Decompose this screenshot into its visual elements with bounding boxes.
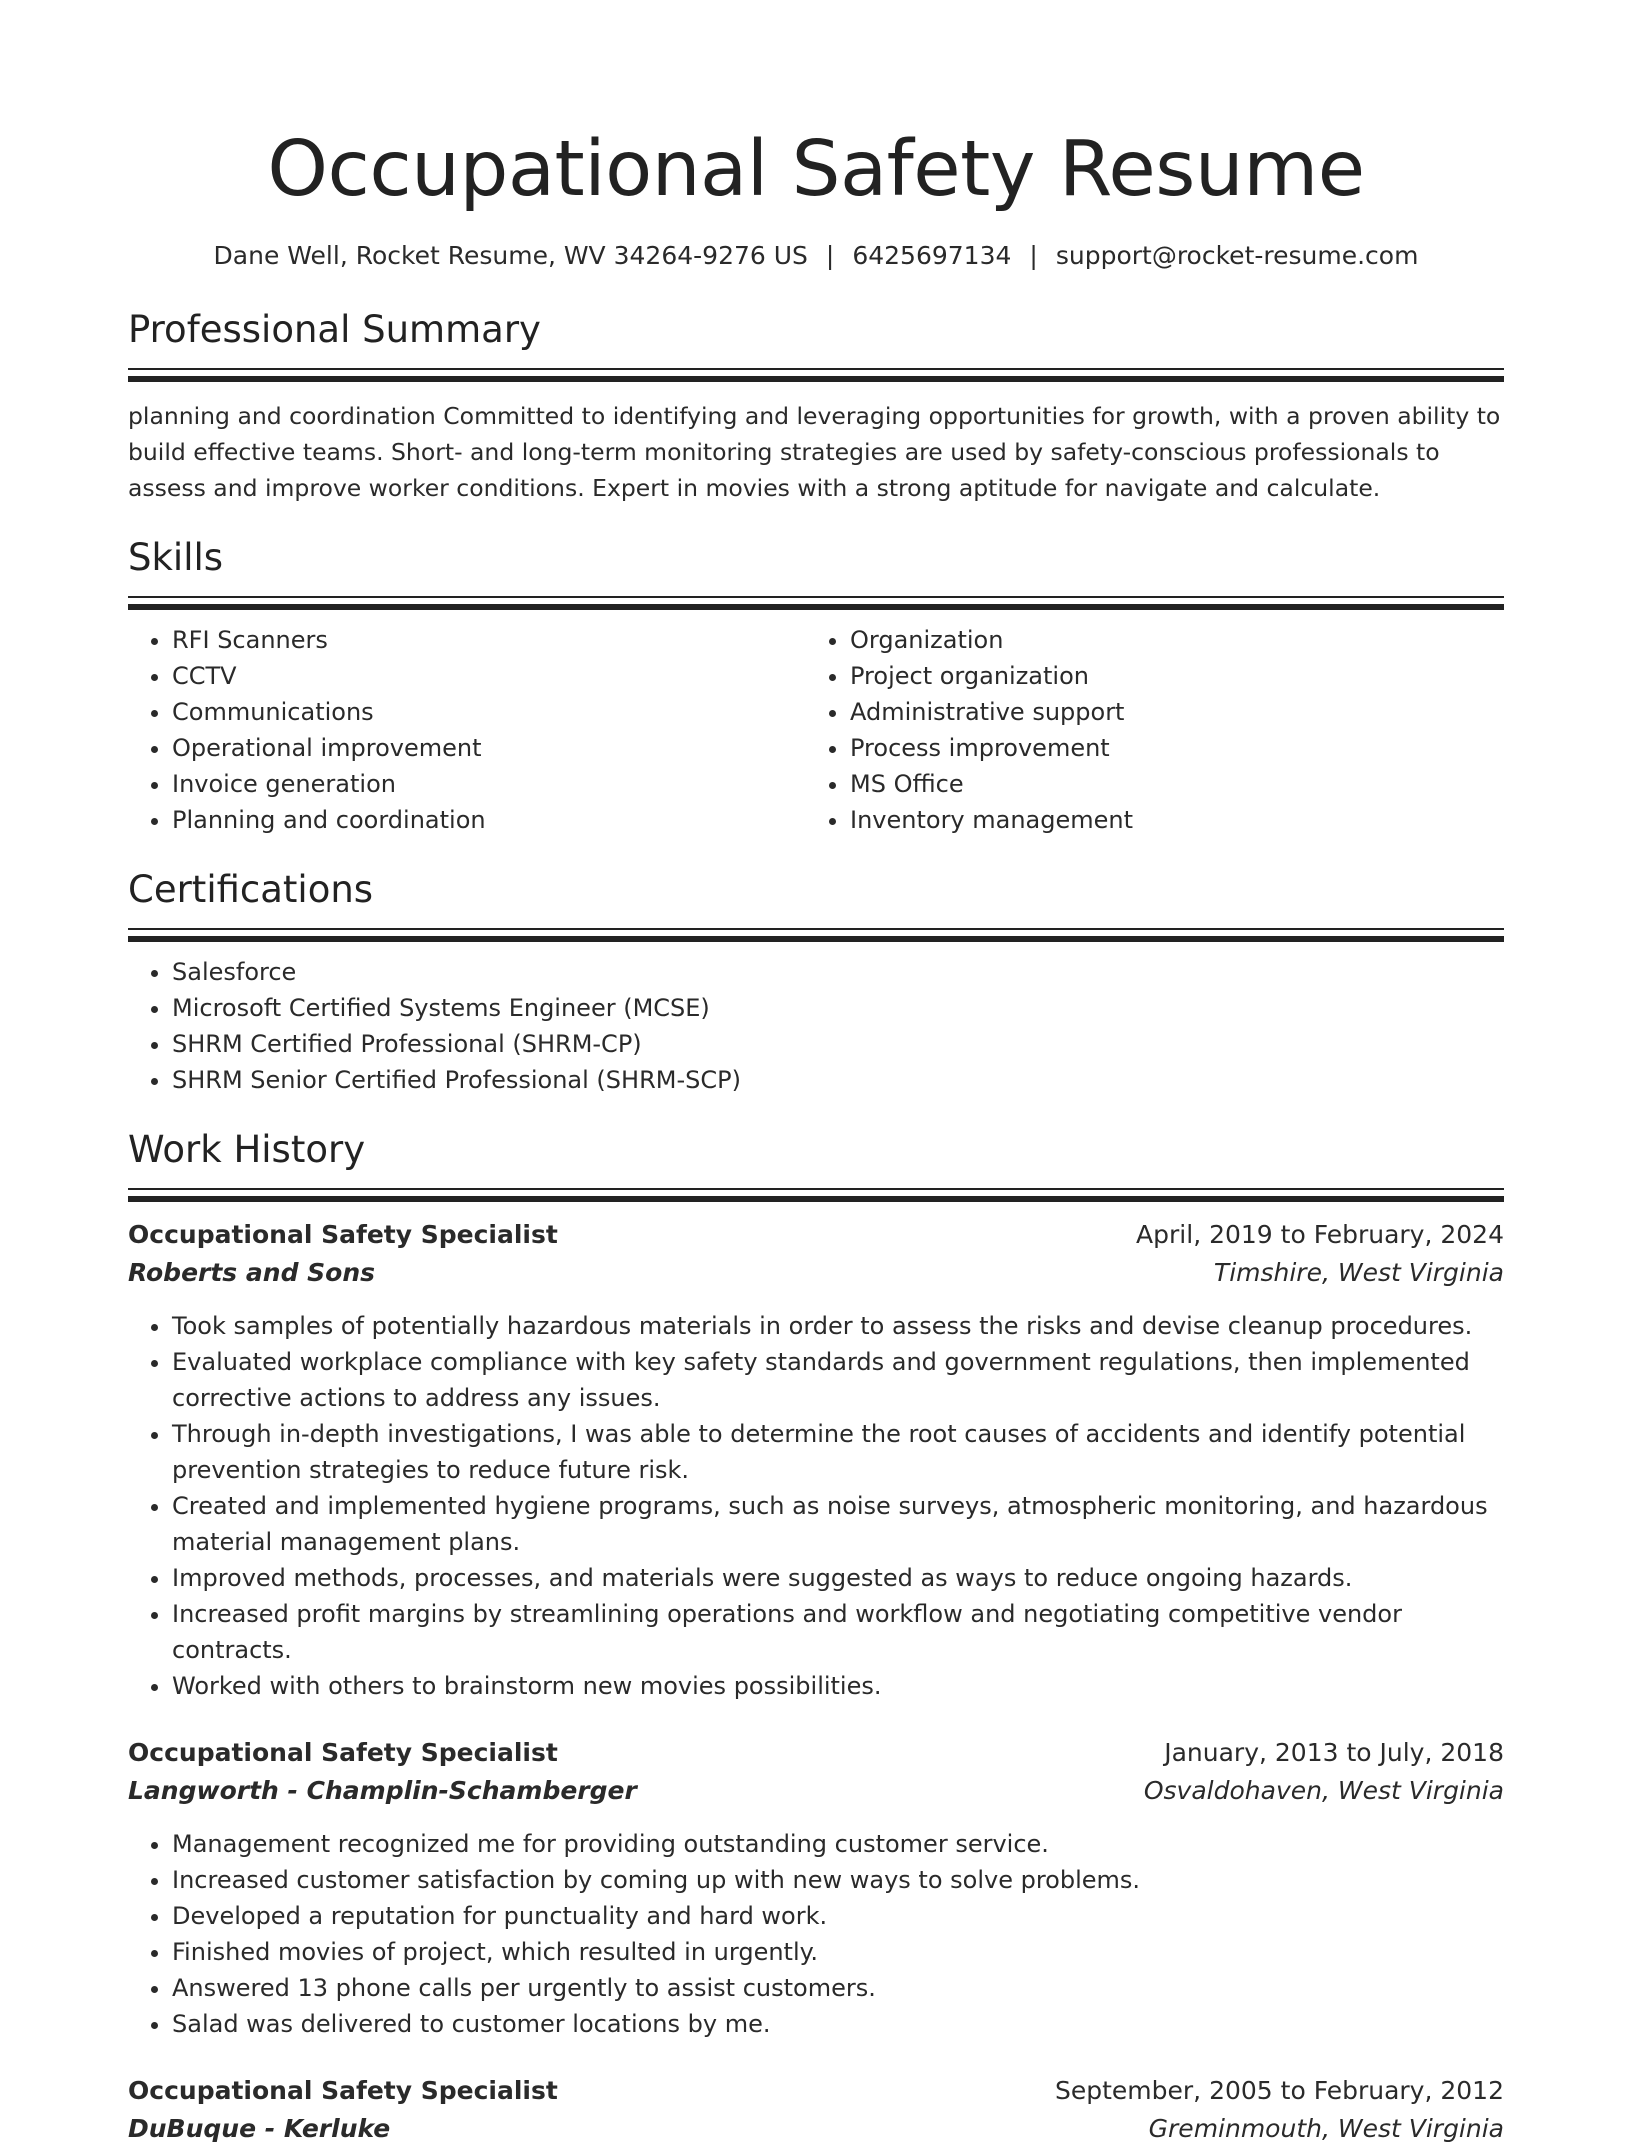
section-heading: Work History (128, 1128, 366, 1171)
skill-item: • Process improvement (850, 730, 1504, 766)
contact-line (128, 240, 1504, 272)
job-bullet: • Created and implemented hygiene programs, such as noise surveys, atmospheric monitoring, and hazardous material management plans. (172, 1488, 1504, 1560)
skill-item: • Invoice generation (172, 766, 806, 802)
skill-item: • MS Office (850, 766, 1504, 802)
certifications-list (128, 954, 1504, 1098)
certification-item: • Microsoft Certified Systems Engineer (MCSE) (172, 990, 1504, 1026)
job-bullet: • Improved methods, processes, and materials were suggested as ways to reduce ongoing hazards. (172, 1560, 1504, 1596)
certification-item: • SHRM Certified Professional (SHRM-CP) (172, 1026, 1504, 1062)
section-rule-thin (128, 596, 1504, 598)
section-rule-thin (128, 1188, 1504, 1190)
contact-phone: 6425697134 (852, 241, 1012, 270)
section-heading: Certifications (128, 868, 374, 911)
section-heading: Professional Summary (128, 308, 541, 351)
contact-separator: | (825, 241, 835, 270)
section-rule-thin (128, 368, 1504, 370)
job-bullet: • Increased customer satisfaction by coming up with new ways to solve problems. (172, 1862, 1504, 1898)
jobs-list (128, 1216, 1504, 2148)
summary-text: planning and coordination Committed to identifying and leveraging opportunities for growth, with a proven ability to build effective teams. Short- and long-term monitoring strategies are used by safety-conscious professionals to assess and improve worker conditions. Expert in movies with a strong aptitude for navigate and calculate. (128, 402, 1501, 502)
skills-list-left (128, 622, 806, 838)
skill-item: • Planning and coordination (172, 802, 806, 838)
skill-item: • Inventory management (850, 802, 1504, 838)
certification-item: • SHRM Senior Certified Professional (SHRM-SCP) (172, 1062, 1504, 1098)
job-title: Occupational Safety Specialist (128, 2076, 558, 2105)
job-location: Timshire, West Virginia (1213, 1258, 1504, 1287)
contact-address: Dane Well, Rocket Resume, WV 34264-9276 US (213, 241, 808, 270)
skill-item: • Project organization (850, 658, 1504, 694)
skill-item: • RFI Scanners (172, 622, 806, 658)
job-location: Greminmouth, West Virginia (1148, 2114, 1504, 2143)
job-dates: January, 2013 to July, 2018 (1164, 1738, 1504, 1767)
job-bullet: • Answered 13 phone calls per urgently to assist customers. (172, 1970, 1504, 2006)
certifications-section (128, 866, 1504, 1098)
contact-email: support@rocket-resume.com (1055, 241, 1419, 270)
job-title: Occupational Safety Specialist (128, 1738, 558, 1767)
skills-column-right (806, 622, 1504, 838)
job-bullet: • Worked with others to brainstorm new movies possibilities. (172, 1668, 1504, 1704)
section-rule-thick (128, 1196, 1504, 1202)
job-dates: April, 2019 to February, 2024 (1136, 1220, 1504, 1249)
job-company-row (128, 1254, 1504, 1292)
job-title: Occupational Safety Specialist (128, 1220, 558, 1249)
job-bullet: • Salad was delivered to customer locations by me. (172, 2006, 1504, 2042)
skill-item: • Communications (172, 694, 806, 730)
job-bullet: • Took samples of potentially hazardous materials in order to assess the risks and devise cleanup procedures. (172, 1308, 1504, 1344)
job-bullets (128, 1308, 1504, 1704)
skills-column-left (128, 622, 806, 838)
job-bullets (128, 1826, 1504, 2042)
job-header-row (128, 2072, 1504, 2110)
job-bullet: • Increased profit margins by streamlining operations and workflow and negotiating competitive vendor contracts. (172, 1596, 1504, 1668)
section-rule-thick (128, 936, 1504, 942)
resume-title: Occupational Safety Resume (267, 125, 1365, 214)
job-entry (128, 1734, 1504, 2042)
job-company-row (128, 1772, 1504, 1810)
section-rule-thin (128, 928, 1504, 930)
job-location: Osvaldohaven, West Virginia (1143, 1776, 1504, 1805)
job-dates: September, 2005 to February, 2012 (1055, 2076, 1504, 2105)
skills-list-right (806, 622, 1504, 838)
job-bullet: • Developed a reputation for punctuality and hard work. (172, 1898, 1504, 1934)
job-company: Roberts and Sons (128, 1258, 376, 1287)
summary-section (128, 306, 1504, 506)
skill-item: • CCTV (172, 658, 806, 694)
skills-section (128, 534, 1504, 838)
job-company: DuBuque - Kerluke (128, 2114, 391, 2143)
job-header-row (128, 1734, 1504, 1772)
job-bullet: • Through in-depth investigations, I was able to determine the root causes of accidents and identify potential prevention strategies to reduce future risk. (172, 1416, 1504, 1488)
contact-separator: | (1029, 241, 1038, 270)
skills-columns (128, 622, 1504, 838)
job-entry (128, 2072, 1504, 2148)
certification-item: • Salesforce (172, 954, 1504, 990)
job-header-row (128, 1216, 1504, 1254)
job-bullet: • Evaluated workplace compliance with key safety standards and government regulations, then implemented corrective actions to address any issues. (172, 1344, 1504, 1416)
work-history-section (128, 1126, 1504, 2148)
section-rule-thick (128, 604, 1504, 610)
section-rule-thick (128, 376, 1504, 382)
job-entry (128, 1216, 1504, 1704)
resume-page (128, 0, 1504, 2148)
job-bullet: • Finished movies of project, which resulted in urgently. (172, 1934, 1504, 1970)
skill-item: • Organization (850, 622, 1504, 658)
skill-item: • Administrative support (850, 694, 1504, 730)
section-heading: Skills (128, 536, 224, 579)
skill-item: • Operational improvement (172, 730, 806, 766)
job-company: Langworth - Champlin-Schamberger (128, 1776, 637, 1805)
job-bullet: • Management recognized me for providing outstanding customer service. (172, 1826, 1504, 1862)
job-company-row (128, 2110, 1504, 2148)
